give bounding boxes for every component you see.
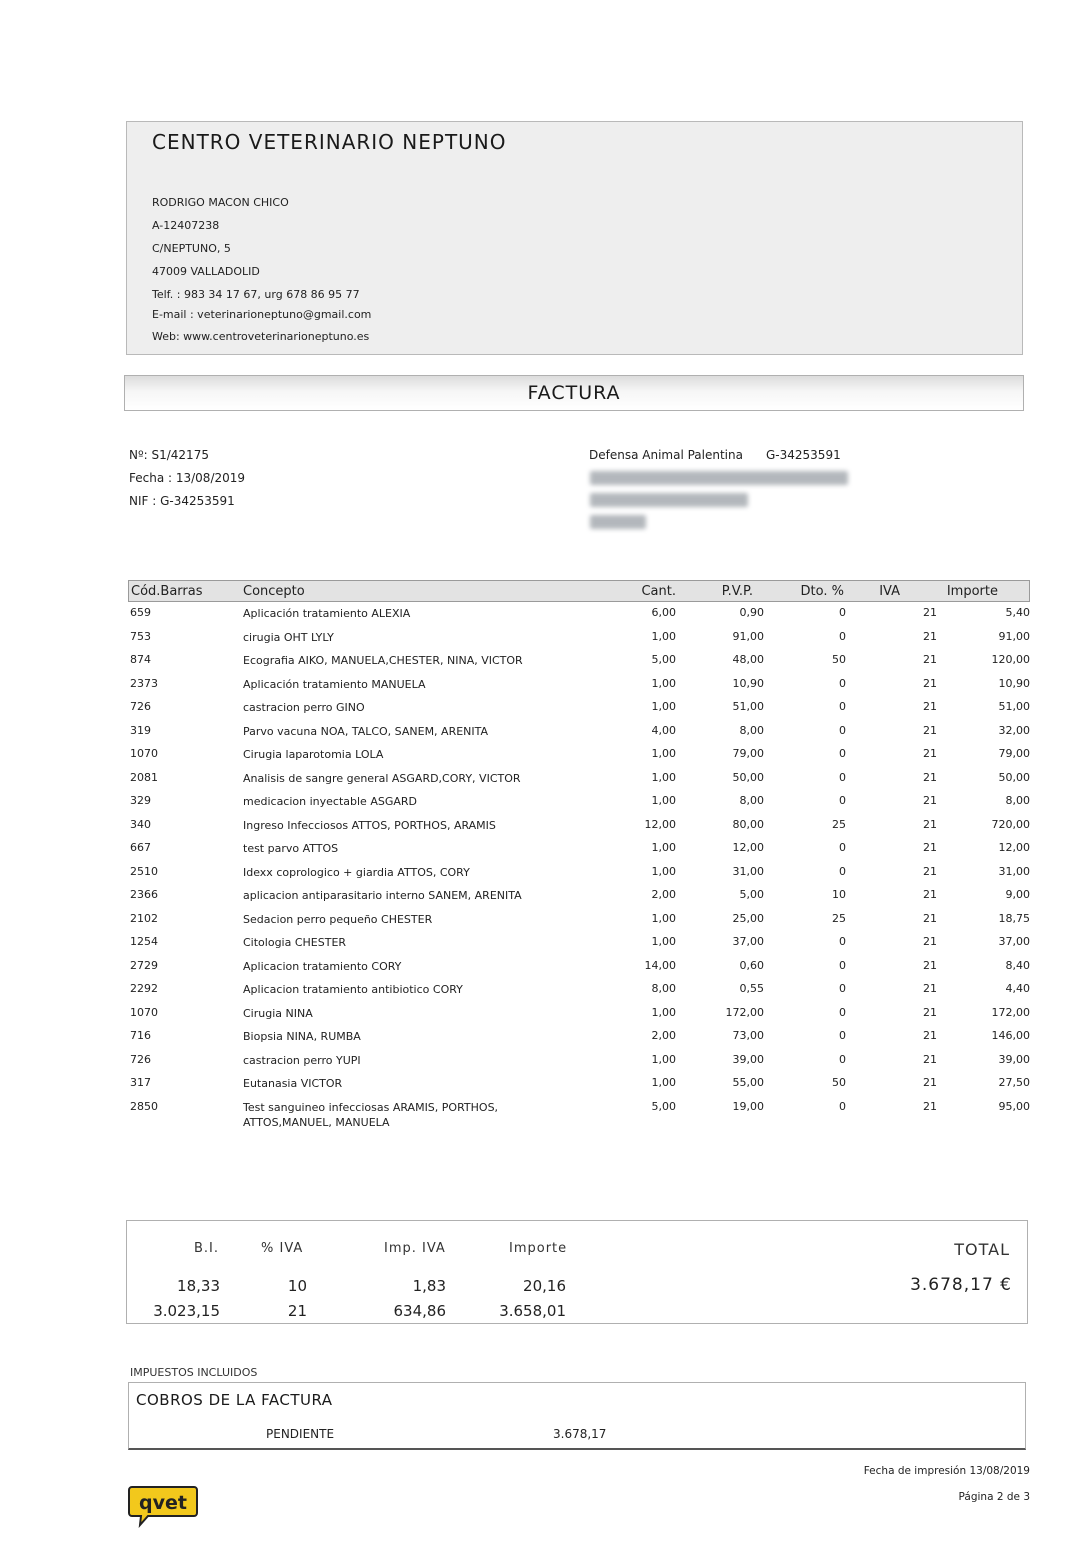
cell-iva: 21 <box>923 700 937 713</box>
svg-text:qvet: qvet <box>139 1492 187 1514</box>
cell-qty: 1,00 <box>651 700 676 713</box>
clinic-name: CENTRO VETERINARIO NEPTUNO <box>152 130 507 154</box>
table-row <box>0 959 1080 983</box>
cell-qty: 2,00 <box>651 1029 676 1042</box>
cell-iva: 21 <box>923 676 937 690</box>
cell-pvp: 19,00 <box>732 1099 764 1113</box>
table-row <box>0 1099 1080 1129</box>
cell-code: 329 <box>130 794 151 807</box>
cell-pvp: 10,90 <box>732 676 764 690</box>
cell-pvp: 0,55 <box>739 982 764 995</box>
cell-pvp: 79,00 <box>732 747 764 760</box>
cell-amount: 9,00 <box>1005 888 1030 901</box>
table-row <box>0 653 1080 677</box>
cell-code: 659 <box>130 606 151 619</box>
clinic-city: 47009 VALLADOLID <box>152 265 260 278</box>
cell-concept: Parvo vacuna NOA, TALCO, SANEM, ARENITA <box>243 724 489 738</box>
table-row <box>0 982 1080 1006</box>
cell-qty: 1,00 <box>651 747 676 760</box>
cell-pvp: 0,90 <box>739 606 764 619</box>
cell-amount: 95,00 <box>998 1099 1030 1113</box>
cell-code: 319 <box>130 723 151 737</box>
cell-concept: castracion perro GINO <box>243 701 365 714</box>
cell-qty: 1,00 <box>651 935 676 948</box>
cell-qty: 1,00 <box>651 629 676 643</box>
cell-qty: 14,00 <box>644 958 676 972</box>
cell-amount: 18,75 <box>998 911 1030 925</box>
cell-amount: 91,00 <box>998 629 1030 643</box>
table-row <box>0 1006 1080 1030</box>
cell-code: 1070 <box>130 747 158 760</box>
table-row <box>0 1029 1080 1053</box>
clinic-street: C/NEPTUNO, 5 <box>152 242 231 255</box>
payment-status-label: PENDIENTE <box>266 1427 335 1441</box>
cell-amount: 27,50 <box>998 1076 1030 1089</box>
cell-code: 874 <box>130 653 151 666</box>
header-pvp: P.V.P. <box>721 584 753 599</box>
cell-code: 2366 <box>130 888 158 901</box>
cell-amount: 146,00 <box>991 1029 1030 1042</box>
cell-amount: 720,00 <box>991 817 1030 831</box>
cell-amount: 51,00 <box>998 700 1030 713</box>
total-value: 3.678,17 € <box>910 1275 1012 1295</box>
cell-concept: Citologia CHESTER <box>243 936 347 949</box>
table-row <box>0 630 1080 654</box>
cell-iva: 21 <box>923 1005 937 1019</box>
cell-pvp: 172,00 <box>725 1005 764 1019</box>
header-iva: IVA <box>879 584 900 599</box>
cell-pvp: 37,00 <box>732 935 764 948</box>
cell-concept: test parvo ATTOS <box>243 842 339 855</box>
qvet-logo <box>128 1484 198 1528</box>
cell-qty: 1,00 <box>651 1076 676 1089</box>
cell-dto: 0 <box>839 1005 846 1019</box>
cell-concept: Aplicación tratamiento ALEXIA <box>243 607 411 620</box>
cell-dto: 25 <box>832 817 846 831</box>
cell-dto: 10 <box>832 888 846 901</box>
cell-pvp: 80,00 <box>732 817 764 831</box>
cell-code: 753 <box>130 629 151 643</box>
cell-concept: Cirugia NINA <box>243 1006 313 1020</box>
table-row <box>0 747 1080 771</box>
cell-concept: Idexx coprologico + giardia ATTOS, CORY <box>243 865 470 879</box>
clinic-owner: RODRIGO MACON CHICO <box>152 196 289 209</box>
cell-pvp: 8,00 <box>739 723 764 737</box>
cell-iva: 21 <box>923 888 937 901</box>
table-row <box>0 935 1080 959</box>
cell-qty: 1,00 <box>651 676 676 690</box>
total-label: TOTAL <box>954 1240 1010 1259</box>
cell-concept: Ecografia AIKO, MANUELA,CHESTER, NINA, VICTOR <box>243 654 523 667</box>
header-concept: Concepto <box>243 584 305 599</box>
table-row <box>0 700 1080 724</box>
cell-dto: 0 <box>839 1052 846 1066</box>
cell-pvp: 31,00 <box>732 864 764 878</box>
cell-concept: Aplicacion tratamiento CORY <box>243 959 402 973</box>
totals-imp-iva: 634,86 <box>393 1302 446 1320</box>
cell-qty: 1,00 <box>651 770 676 784</box>
cell-code: 340 <box>130 817 151 831</box>
cell-pvp: 48,00 <box>732 653 764 666</box>
cell-dto: 0 <box>839 723 846 737</box>
cell-amount: 172,00 <box>991 1005 1030 1019</box>
cell-qty: 8,00 <box>651 982 676 995</box>
cell-amount: 37,00 <box>998 935 1030 948</box>
cell-pvp: 12,00 <box>732 841 764 854</box>
cell-qty: 1,00 <box>651 794 676 807</box>
cell-code: 667 <box>130 841 151 854</box>
cell-pvp: 51,00 <box>732 700 764 713</box>
cell-dto: 0 <box>839 747 846 760</box>
cell-amount: 50,00 <box>998 770 1030 784</box>
totals-box <box>126 1220 1028 1324</box>
cell-code: 2081 <box>130 770 158 784</box>
cell-concept: castracion perro YUPI <box>243 1053 361 1067</box>
cell-pvp: 91,00 <box>732 629 764 643</box>
cell-dto: 0 <box>839 864 846 878</box>
cell-iva: 21 <box>923 841 937 854</box>
cell-code: 2850 <box>130 1099 158 1113</box>
cell-dto: 0 <box>839 629 846 643</box>
cell-iva: 21 <box>923 864 937 878</box>
totals-bi: 3.023,15 <box>153 1302 220 1320</box>
cell-concept: cirugia OHT LYLY <box>243 630 334 644</box>
cell-amount: 8,40 <box>1005 958 1030 972</box>
table-row <box>0 724 1080 748</box>
cell-code: 2292 <box>130 982 158 995</box>
table-row <box>0 771 1080 795</box>
totals-header-importe: Importe <box>509 1241 568 1256</box>
cell-concept: Ingreso Infecciosos ATTOS, PORTHOS, ARAMIS <box>243 818 496 832</box>
table-row <box>0 865 1080 889</box>
cell-amount: 32,00 <box>998 723 1030 737</box>
cell-amount: 10,90 <box>998 676 1030 690</box>
cell-dto: 50 <box>832 1076 846 1089</box>
cell-iva: 21 <box>923 1029 937 1042</box>
cell-pvp: 25,00 <box>732 911 764 925</box>
cell-qty: 4,00 <box>651 723 676 737</box>
totals-importe: 3.658,01 <box>499 1302 566 1320</box>
cell-pvp: 5,00 <box>739 888 764 901</box>
totals-header-bi: B.I. <box>194 1241 220 1256</box>
cell-iva: 21 <box>923 723 937 737</box>
cell-dto: 0 <box>839 841 846 854</box>
cell-pvp: 50,00 <box>732 770 764 784</box>
cell-dto: 0 <box>839 958 846 972</box>
cell-iva: 21 <box>923 817 937 831</box>
totals-imp-iva: 1,83 <box>412 1277 446 1295</box>
table-row <box>0 677 1080 701</box>
cell-code: 2102 <box>130 911 158 925</box>
cell-concept: Test sanguineo infecciosas ARAMIS, PORTHOS, ATTOS,MANUEL, MANUELA <box>243 1100 499 1129</box>
table-row <box>0 841 1080 865</box>
cell-dto: 0 <box>839 700 846 713</box>
document-title: FACTURA <box>527 382 621 404</box>
cell-pvp: 0,60 <box>739 958 764 972</box>
cell-iva: 21 <box>923 747 937 760</box>
cell-amount: 5,40 <box>1005 606 1030 619</box>
totals-importe: 20,16 <box>523 1277 566 1295</box>
cell-dto: 0 <box>839 606 846 619</box>
invoice-nif: NIF : G-34253591 <box>129 494 235 508</box>
header-amount: Importe <box>946 584 998 599</box>
header-dto: Dto. % <box>800 584 844 599</box>
cell-code: 2373 <box>130 676 158 690</box>
cell-concept: medicacion inyectable ASGARD <box>243 795 417 808</box>
cell-code: 716 <box>130 1029 151 1042</box>
cell-qty: 1,00 <box>651 864 676 878</box>
cell-concept: Sedacion perro pequeño CHESTER <box>243 912 433 926</box>
cell-concept: aplicacion antiparasitario interno SANEM, ARENITA <box>243 889 522 902</box>
table-row <box>0 794 1080 818</box>
cell-amount: 39,00 <box>998 1052 1030 1066</box>
payment-status-value: 3.678,17 <box>553 1427 607 1441</box>
cell-amount: 4,40 <box>1005 982 1030 995</box>
clinic-email: E-mail : veterinarioneptuno@gmail.com <box>152 308 372 321</box>
invoice-date: Fecha : 13/08/2019 <box>129 471 246 485</box>
clinic-web: Web: www.centroveterinarioneptuno.es <box>152 330 370 343</box>
cell-concept: Biopsia NINA, RUMBA <box>243 1030 361 1043</box>
table-row <box>0 606 1080 630</box>
cell-iva: 21 <box>923 935 937 948</box>
cell-qty: 2,00 <box>651 888 676 901</box>
cell-amount: 120,00 <box>991 653 1030 666</box>
cell-qty: 5,00 <box>651 1099 676 1113</box>
cell-amount: 12,00 <box>998 841 1030 854</box>
cell-qty: 6,00 <box>651 606 676 619</box>
cell-code: 726 <box>130 700 151 713</box>
cell-code: 2729 <box>130 958 158 972</box>
print-date: Fecha de impresión 13/08/2019 <box>863 1465 1030 1477</box>
cell-iva: 21 <box>923 629 937 643</box>
cell-iva: 21 <box>923 1076 937 1089</box>
cell-qty: 1,00 <box>651 1052 676 1066</box>
cell-dto: 0 <box>839 794 846 807</box>
totals-header-pct-iva: % IVA <box>261 1241 304 1256</box>
totals-pct-iva: 10 <box>287 1277 307 1295</box>
cell-pvp: 73,00 <box>732 1029 764 1042</box>
cell-concept: Aplicacion tratamiento antibiotico CORY <box>243 983 463 996</box>
cell-iva: 21 <box>923 1099 937 1113</box>
table-row <box>0 1076 1080 1100</box>
header-code: Cód.Barras <box>131 584 203 599</box>
cell-qty: 1,00 <box>651 1005 676 1019</box>
totals-pct-iva: 21 <box>287 1302 307 1320</box>
invoice-number: Nº: S1/42175 <box>129 448 209 462</box>
client-name: Defensa Animal Palentina <box>589 448 743 462</box>
taxes-included-note: IMPUESTOS INCLUIDOS <box>130 1366 258 1379</box>
cell-iva: 21 <box>923 982 937 995</box>
cell-concept: Aplicación tratamiento MANUELA <box>243 677 426 691</box>
cell-qty: 1,00 <box>651 911 676 925</box>
cell-pvp: 8,00 <box>739 794 764 807</box>
cell-qty: 1,00 <box>651 841 676 854</box>
cell-qty: 5,00 <box>651 653 676 666</box>
cell-dto: 0 <box>839 676 846 690</box>
clinic-phone: Telf. : 983 34 17 67, urg 678 86 95 77 <box>152 288 360 301</box>
cell-iva: 21 <box>923 606 937 619</box>
cell-code: 1070 <box>130 1005 158 1019</box>
page-number: Página 2 de 3 <box>958 1491 1030 1503</box>
table-row <box>0 1053 1080 1077</box>
cell-iva: 21 <box>923 794 937 807</box>
cell-dto: 0 <box>839 1029 846 1042</box>
totals-bi: 18,33 <box>177 1277 220 1295</box>
cell-dto: 25 <box>832 911 846 925</box>
client-nif: G-34253591 <box>766 448 841 462</box>
payments-title: COBROS DE LA FACTURA <box>136 1391 333 1409</box>
cell-amount: 79,00 <box>998 747 1030 760</box>
cell-code: 726 <box>130 1052 151 1066</box>
cell-iva: 21 <box>923 653 937 666</box>
totals-header-imp-iva: Imp. IVA <box>384 1241 446 1256</box>
header-qty: Cant. <box>641 584 676 599</box>
cell-iva: 21 <box>923 1052 937 1066</box>
clinic-cif: A-12407238 <box>152 219 220 232</box>
table-row <box>0 912 1080 936</box>
cell-dto: 0 <box>839 1099 846 1113</box>
cell-dto: 0 <box>839 770 846 784</box>
cell-concept: Cirugia laparotomia LOLA <box>243 748 384 761</box>
cell-dto: 0 <box>839 935 846 948</box>
cell-qty: 12,00 <box>644 817 676 831</box>
cell-amount: 8,00 <box>1005 794 1030 807</box>
cell-pvp: 55,00 <box>732 1076 764 1089</box>
cell-dto: 50 <box>832 653 846 666</box>
cell-iva: 21 <box>923 770 937 784</box>
cell-code: 1254 <box>130 935 158 948</box>
cell-iva: 21 <box>923 911 937 925</box>
cell-code: 2510 <box>130 864 158 878</box>
cell-concept: Analisis de sangre general ASGARD,CORY, VICTOR <box>243 771 521 785</box>
cell-pvp: 39,00 <box>732 1052 764 1066</box>
cell-dto: 0 <box>839 982 846 995</box>
table-row <box>0 818 1080 842</box>
cell-amount: 31,00 <box>998 864 1030 878</box>
cell-iva: 21 <box>923 958 937 972</box>
cell-code: 317 <box>130 1076 151 1089</box>
table-row <box>0 888 1080 912</box>
cell-concept: Eutanasia VICTOR <box>243 1077 343 1090</box>
